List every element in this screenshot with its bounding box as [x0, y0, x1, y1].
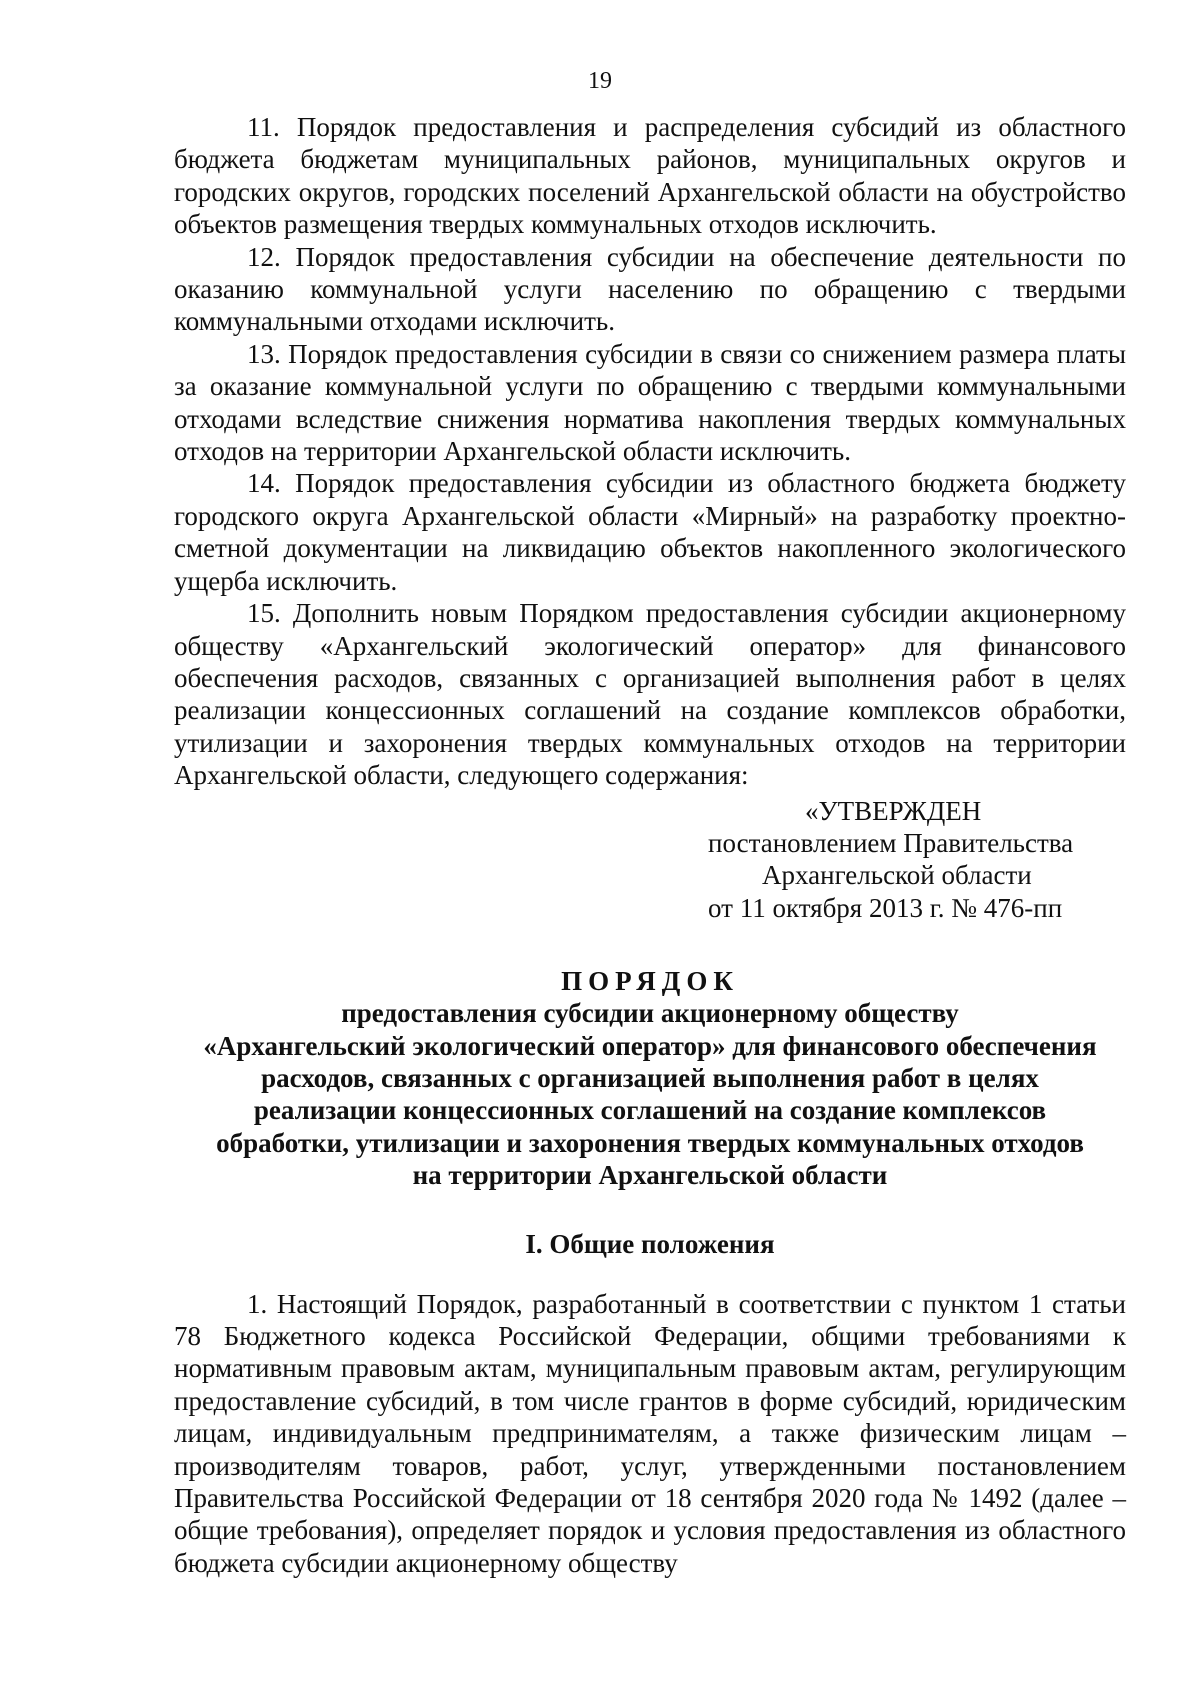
paragraph-15: 15. Дополнить новым Порядком предоставления субсидии акционерному обществу «Архангельский экологический оператор» для финансового обеспечения расходов, связанных с организацией выполнения работ в целях реализации концессионных соглашений на создание комплексов обработки, утилизации и захоронения твердых коммунальных отходов на территории Архангельской области, следующего содержания: [174, 598, 1126, 791]
paragraph-11: 11. Порядок предоставления и распределения субсидий из областного бюджета бюджетам муниципальных районов, муниципальных округов и городских округов, городских поселений Архангельской области на обустройство объектов размещения твердых коммунальных отходов исключить. [174, 112, 1126, 240]
order-subtitle-line: предоставления субсидии акционерному обществу [341, 998, 959, 1029]
page-number: 19 [588, 68, 612, 94]
approval-block [174, 795, 1126, 925]
paragraph-12: 12. Порядок предоставления субсидии на обеспечение деятельности по оказанию коммунальной услуги населению по обращению с твердыми коммунальными отходами исключить. [174, 241, 1126, 337]
order-subtitle-line: обработки, утилизации и захоронения твердых коммунальных отходов [216, 1127, 1084, 1158]
approval-line-region: Архангельской области [762, 860, 1032, 891]
approval-line-date: от 11 октября 2013 г. № 476-пп [708, 892, 1063, 923]
approval-line-resolution: постановлением Правительства [708, 827, 1074, 858]
order-subtitle [174, 997, 1126, 1191]
approval-line-approved: «УТВЕРЖДЕН [805, 795, 982, 826]
order-subtitle-line: реализации концессионных соглашений на создание комплексов [253, 1095, 1047, 1126]
document-body [174, 111, 1126, 1579]
paragraph-14: 14. Порядок предоставления субсидии из областного бюджета бюджету городского округа Архангельской области «Мирный» на разработку проектно-сметной документации на ликвидацию объектов накопленного экологического ущерба исключить. [174, 468, 1126, 596]
order-title: ПОРЯДОК [561, 966, 739, 997]
section-heading: I. Общие положения [525, 1228, 775, 1259]
order-subtitle-line: расходов, связанных с организацией выполнения работ в целях [261, 1062, 1039, 1093]
paragraph-13: 13. Порядок предоставления субсидии в связи со снижением размера платы за оказание коммунальной услуги по обращению с твердыми коммунальными отходами вследствие снижения норматива накопления твердых коммунальных отходов на территории Архангельской области исключить. [174, 338, 1126, 467]
section-paragraph-1: 1. Настоящий Порядок, разработанный в соответствии с пунктом 1 статьи 78 Бюджетного кодекса Российской Федерации, общими требованиями к нормативным правовым актам, муниципальным правовым актам, регулирующим предоставление субсидий, в том числе грантов в форме субсидий, юридическим лицам, индивидуальным предпринимателям, а также физическим лицам – производителям товаров, работ, услуг, утвержденными постановлением Правительства Российской Федерации от 18 сентября 2020 года № 1492 (далее – общие требования), определяет порядок и условия предоставления из областного бюджета субсидии акционерному обществу [174, 1288, 1126, 1578]
order-subtitle-line: на территории Архангельской области [412, 1160, 888, 1191]
order-subtitle-line: «Архангельский экологический оператор» для финансового обеспечения [203, 1030, 1097, 1061]
